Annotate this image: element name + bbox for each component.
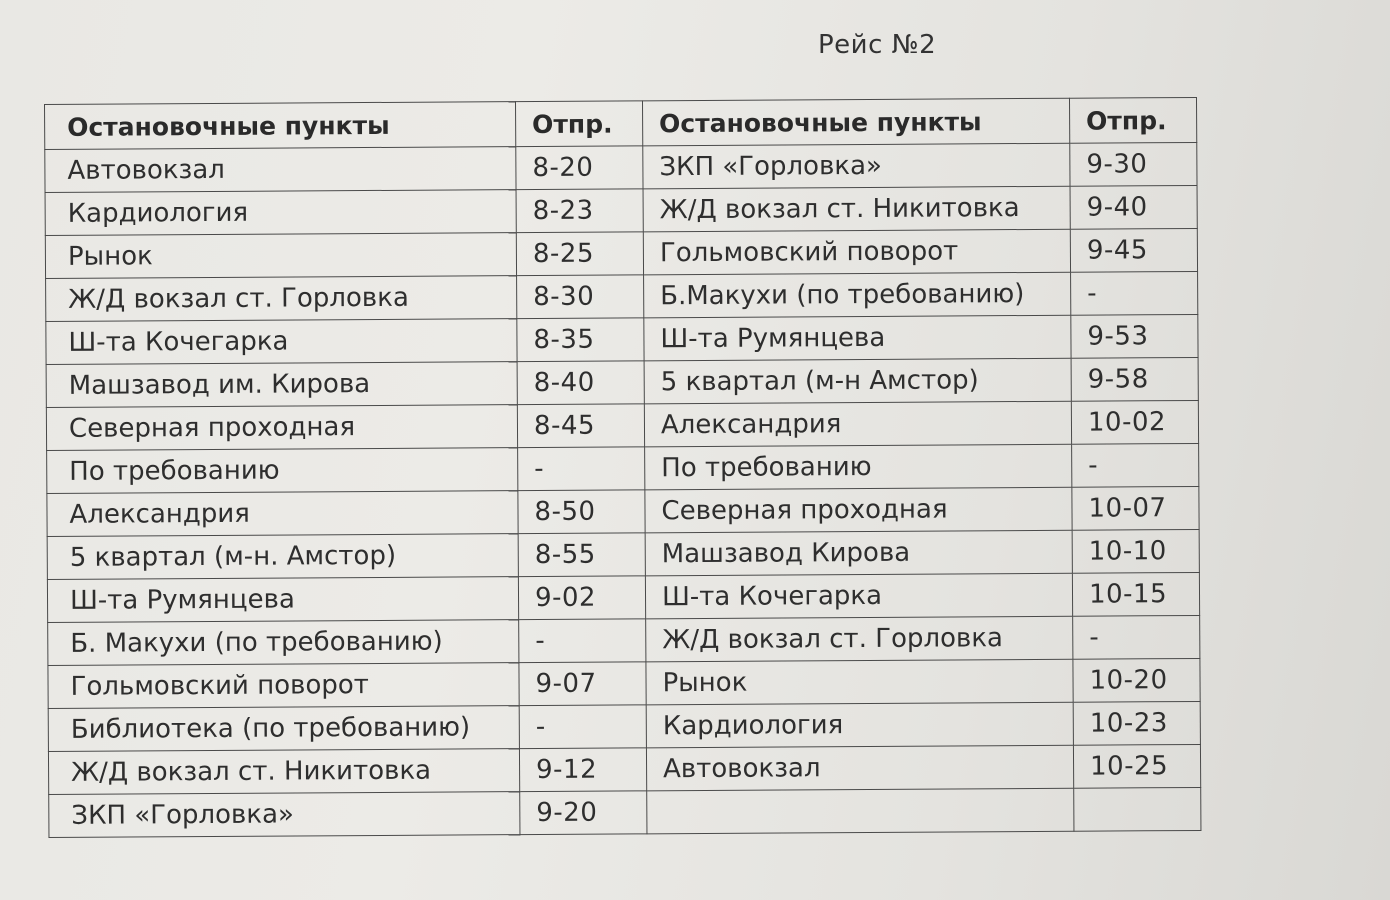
- departure-return-cell: [1074, 787, 1201, 831]
- table-row: [46, 357, 1198, 407]
- table-row: [45, 185, 1197, 235]
- departure-return-cell: 10-02: [1071, 400, 1198, 444]
- table-row: [45, 142, 1197, 192]
- schedule-table: [44, 97, 1201, 838]
- table-row: [45, 228, 1197, 278]
- departure-return-cell: 10-23: [1073, 701, 1200, 745]
- stop-outbound-cell: Библиотека (по требованию): [48, 706, 519, 752]
- departure-outbound-cell: 8-20: [516, 146, 643, 190]
- departure-outbound-cell: 8-50: [518, 490, 645, 534]
- departure-return-cell: 10-15: [1072, 572, 1199, 616]
- departure-outbound-cell: 9-07: [519, 662, 646, 706]
- header-departure-outbound: Отпр.: [515, 101, 642, 147]
- departure-return-cell: 9-58: [1071, 357, 1198, 401]
- departure-outbound-cell: 8-25: [516, 232, 643, 276]
- table-row: [48, 615, 1200, 665]
- stop-return-cell: Ж/Д вокзал ст. Горловка: [646, 616, 1073, 662]
- stop-outbound-cell: Б. Макухи (по требованию): [48, 620, 519, 666]
- table-row: [46, 314, 1198, 364]
- stop-outbound-cell: Северная проходная: [46, 405, 517, 451]
- stop-outbound-cell: Автовокзал: [45, 147, 516, 193]
- stop-return-cell: Автовокзал: [646, 745, 1073, 791]
- stop-outbound-cell: ЗКП «Горловка»: [49, 792, 520, 838]
- stop-return-cell: 5 квартал (м-н Амстор): [644, 358, 1071, 404]
- departure-outbound-cell: 8-35: [517, 318, 644, 362]
- departure-outbound-cell: 8-40: [517, 361, 644, 405]
- departure-return-cell: 10-25: [1073, 744, 1200, 788]
- stop-return-cell: Гольмовский поворот: [643, 229, 1070, 275]
- stop-outbound-cell: Рынок: [45, 233, 516, 279]
- departure-return-cell: 9-53: [1071, 314, 1198, 358]
- departure-outbound-cell: 8-23: [516, 189, 643, 233]
- departure-return-cell: -: [1072, 443, 1199, 487]
- table-header-row: [45, 97, 1197, 149]
- stop-outbound-cell: Ж/Д вокзал ст. Никитовка: [48, 749, 519, 795]
- stop-return-cell: Кардиология: [646, 702, 1073, 748]
- departure-outbound-cell: 9-12: [519, 748, 646, 792]
- stop-return-cell: По требованию: [645, 444, 1072, 490]
- table-row: [48, 701, 1200, 751]
- departure-return-cell: 10-20: [1073, 658, 1200, 702]
- departure-outbound-cell: -: [519, 619, 646, 663]
- table-row: [48, 744, 1200, 794]
- departure-return-cell: -: [1071, 271, 1198, 315]
- departure-return-cell: 10-10: [1072, 529, 1199, 573]
- departure-outbound-cell: 8-45: [517, 404, 644, 448]
- table-row: [47, 572, 1199, 622]
- departure-return-cell: 9-30: [1070, 142, 1197, 186]
- stop-outbound-cell: По требованию: [47, 448, 518, 494]
- table-row: [47, 443, 1199, 493]
- departure-outbound-cell: -: [519, 705, 646, 749]
- departure-outbound-cell: 8-30: [517, 275, 644, 319]
- table-row: [46, 271, 1198, 321]
- stop-return-cell: Б.Макухи (по требованию): [644, 272, 1071, 318]
- table-row: [46, 400, 1198, 450]
- table-row: [47, 486, 1199, 536]
- stop-return-cell: Северная проходная: [645, 487, 1072, 533]
- departure-outbound-cell: -: [518, 447, 645, 491]
- stop-outbound-cell: Ш-та Кочегарка: [46, 319, 517, 365]
- stop-return-cell: ЗКП «Горловка»: [643, 143, 1070, 189]
- table-row: [47, 529, 1199, 579]
- table-row: [48, 658, 1200, 708]
- stop-outbound-cell: Машзавод им. Кирова: [46, 362, 517, 408]
- stop-return-cell: Ш-та Кочегарка: [645, 573, 1072, 619]
- departure-return-cell: 10-07: [1072, 486, 1199, 530]
- header-stops-return: Остановочные пункты: [642, 98, 1069, 146]
- stop-outbound-cell: 5 квартал (м-н. Амстор): [47, 534, 518, 580]
- departure-return-cell: 9-40: [1070, 185, 1197, 229]
- stop-return-cell: Ж/Д вокзал ст. Никитовка: [643, 186, 1070, 232]
- stop-outbound-cell: Кардиология: [45, 190, 516, 236]
- stop-return-cell: [647, 788, 1074, 834]
- stop-return-cell: Александрия: [644, 401, 1071, 447]
- stop-outbound-cell: Ш-та Румянцева: [47, 577, 518, 623]
- departure-outbound-cell: 8-55: [518, 533, 645, 577]
- header-stops-outbound: Остановочные пункты: [45, 102, 516, 150]
- stop-return-cell: Машзавод Кирова: [645, 530, 1072, 576]
- stop-outbound-cell: Александрия: [47, 491, 518, 537]
- departure-return-cell: -: [1073, 615, 1200, 659]
- departure-outbound-cell: 9-20: [520, 791, 647, 835]
- table-row: [49, 787, 1201, 837]
- departure-return-cell: 9-45: [1070, 228, 1197, 272]
- stop-return-cell: Рынок: [646, 659, 1073, 705]
- header-departure-return: Отпр.: [1069, 97, 1196, 143]
- route-title: Рейс №2: [818, 30, 937, 60]
- stop-return-cell: Ш-та Румянцева: [644, 315, 1071, 361]
- departure-outbound-cell: 9-02: [518, 576, 645, 620]
- stop-outbound-cell: Гольмовский поворот: [48, 663, 519, 709]
- stop-outbound-cell: Ж/Д вокзал ст. Горловка: [46, 276, 517, 322]
